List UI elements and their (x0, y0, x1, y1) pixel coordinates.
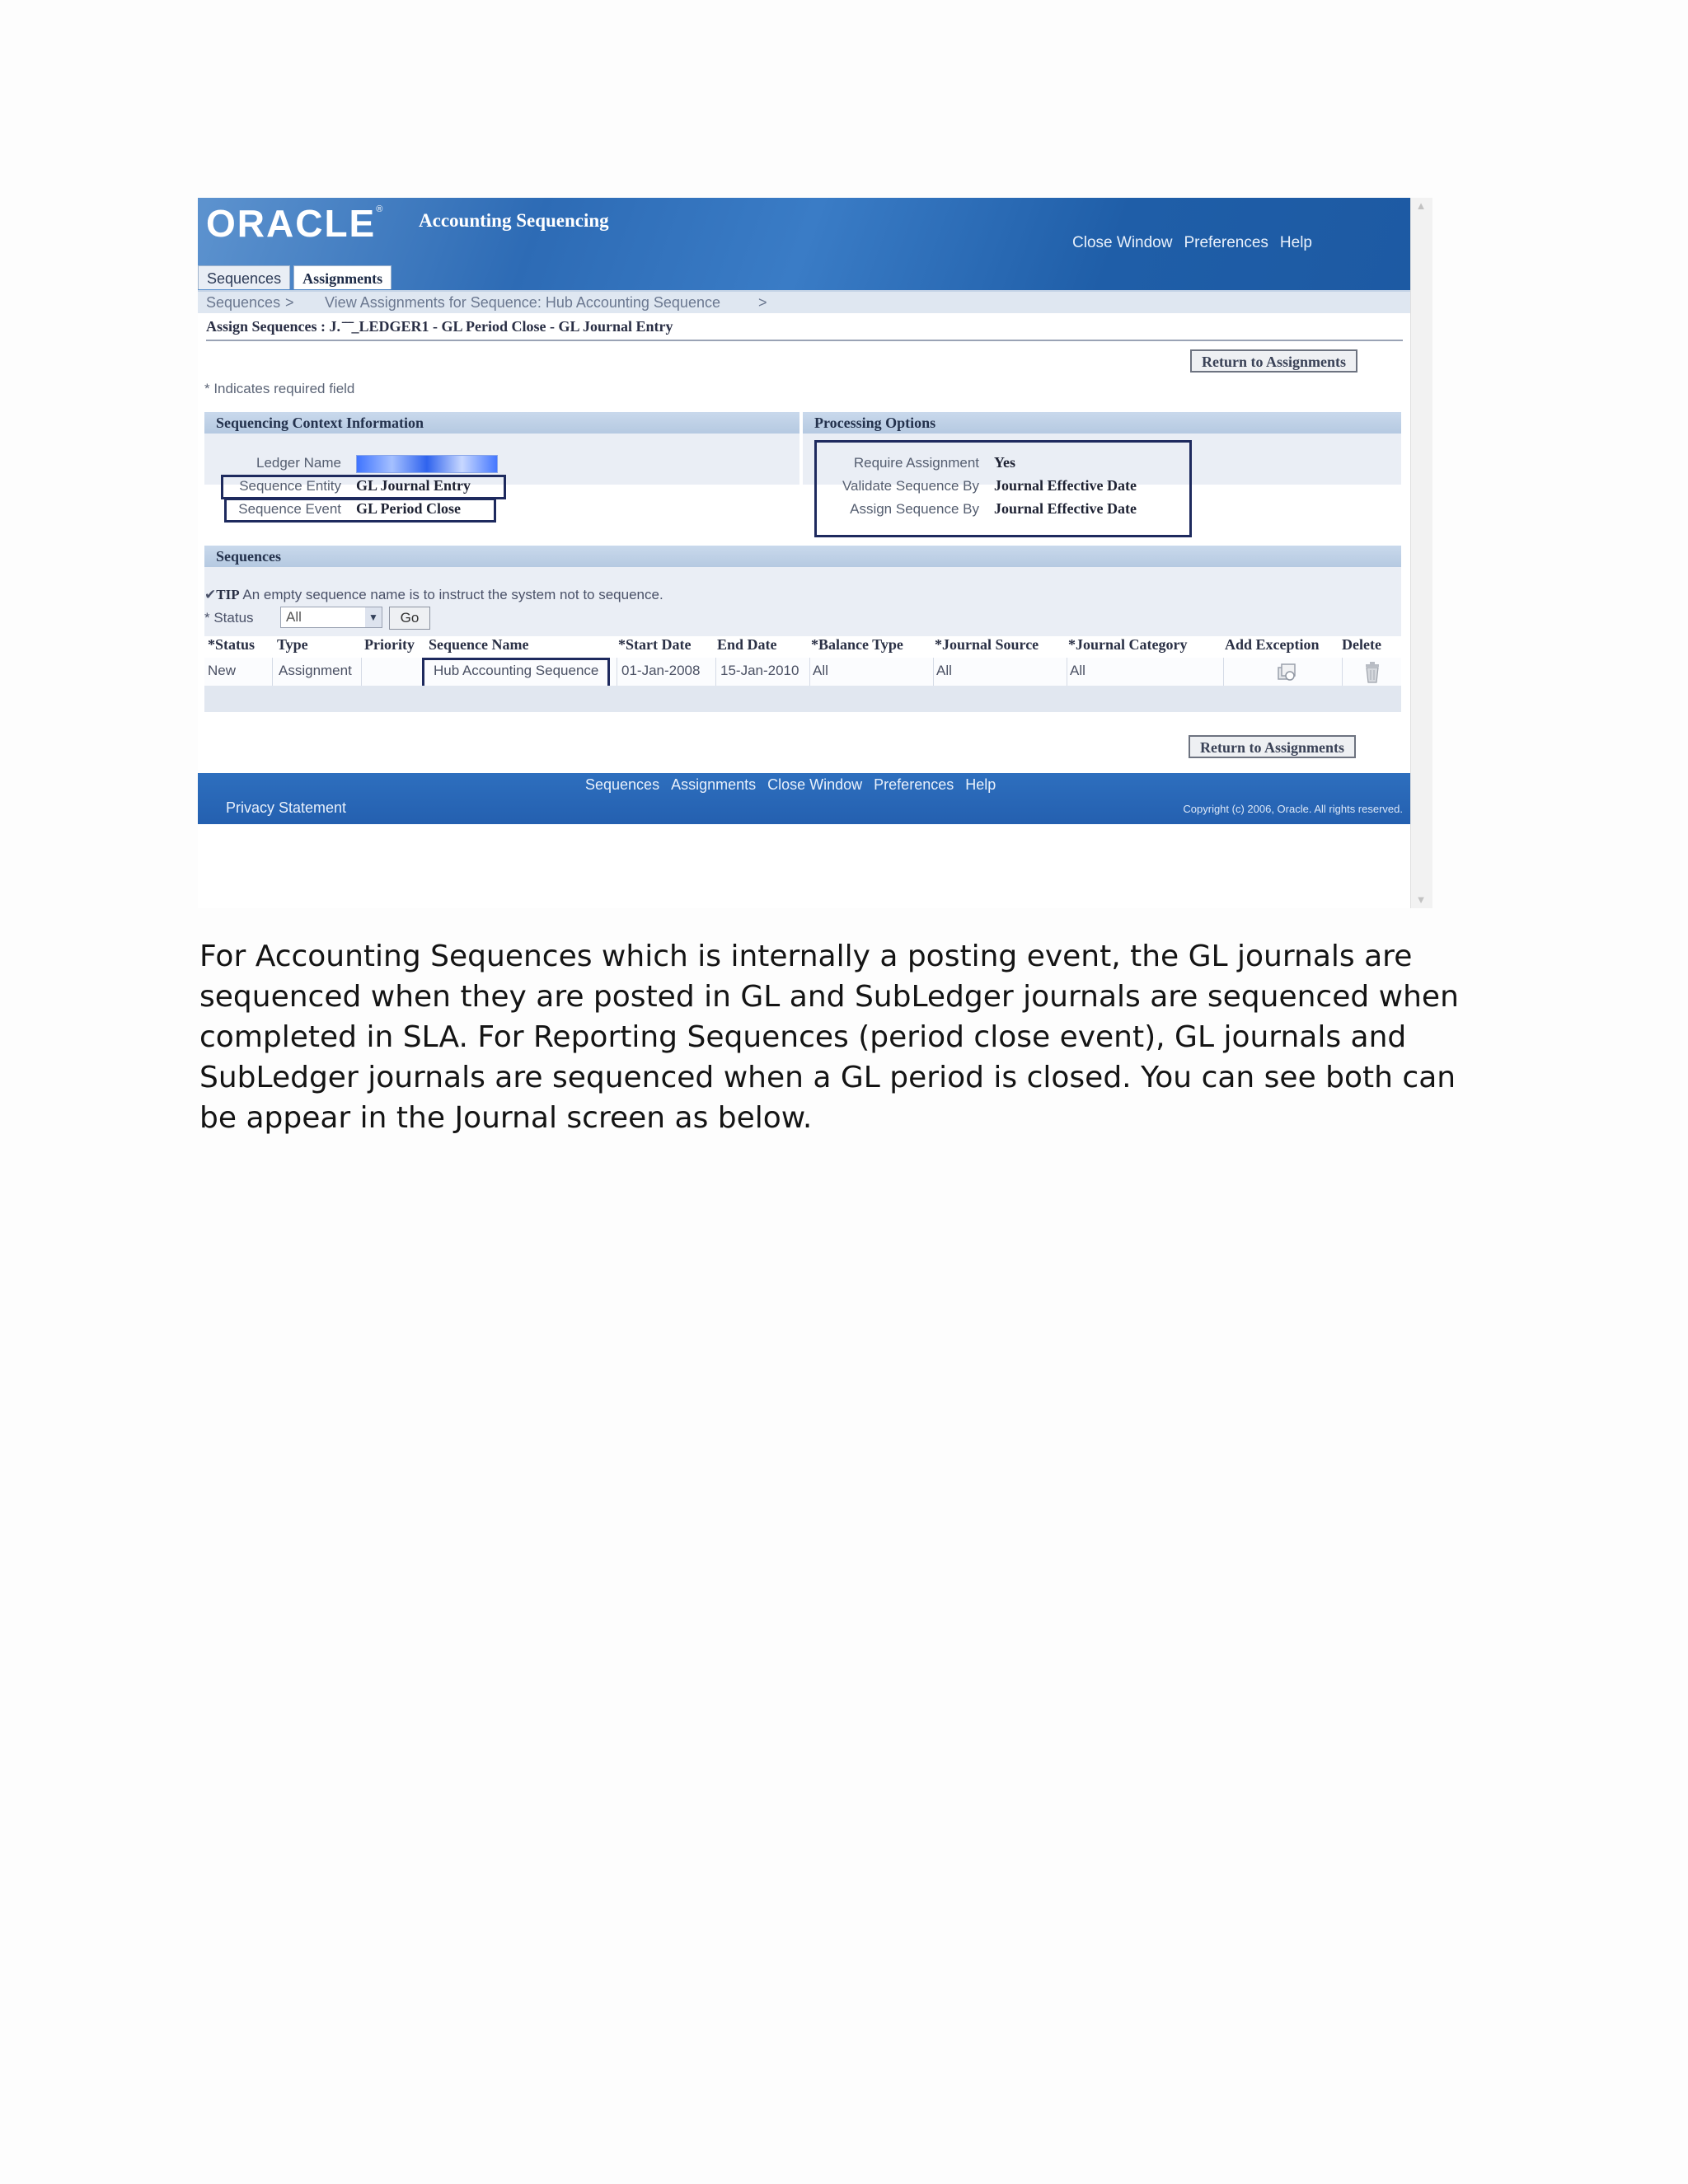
require-assignment-label: Require Assignment (853, 455, 979, 471)
assign-sequence-by-label: Assign Sequence By (850, 501, 979, 517)
context-section-header: Sequencing Context Information (204, 412, 799, 434)
scroll-up-icon[interactable]: ▲ (1415, 199, 1427, 212)
assign-sequence-by-value: Journal Effective Date (994, 500, 1137, 517)
oracle-logo: ORACLE® (206, 202, 385, 245)
column-start-date: *Start Date (618, 636, 692, 653)
sequence-event-label: Sequence Event (238, 501, 341, 517)
sequence-event-value: GL Period Close (356, 500, 461, 517)
column-priority: Priority (364, 636, 415, 653)
screenshot-frame (198, 198, 1432, 908)
privacy-statement-link[interactable]: Privacy Statement (226, 799, 347, 816)
cell-journal-source[interactable]: All (936, 663, 952, 678)
add-exception-icon[interactable] (1276, 663, 1297, 687)
breadcrumb (198, 290, 1411, 313)
sequences-section-header: Sequences (204, 546, 1401, 567)
column-journal-category: *Journal Category (1068, 636, 1188, 653)
column-sequence-name: Sequence Name (429, 636, 529, 653)
body-paragraph: For Accounting Sequences which is internally a posting event, the GL journals are sequenced when they are posted in GL and SubLedger journals are sequenced when completed in SLA. For Reporting Sequences (period close event), GL journals and SubLedger journals are sequenced when a GL period is closed. You can see both can be appear in the Journal screen as below. (199, 940, 1459, 1135)
app-footer (198, 773, 1411, 824)
breadcrumb-view-assignments[interactable]: View Assignments for Sequence: Hub Accounting Sequence (325, 294, 720, 311)
footer-link-preferences[interactable]: Preferences (874, 776, 954, 793)
vertical-scrollbar[interactable] (1410, 198, 1432, 908)
column-delete: Delete (1342, 636, 1381, 653)
column-balance-type: *Balance Type (811, 636, 903, 653)
app-header (198, 198, 1411, 290)
required-field-note: * Indicates required field (204, 381, 355, 396)
processing-section-header: Processing Options (803, 412, 1401, 434)
highlight-box-processing-options (814, 440, 1192, 537)
title-divider (206, 340, 1403, 341)
validate-sequence-by-label: Validate Sequence By (842, 478, 979, 494)
column-journal-source: *Journal Source (935, 636, 1039, 653)
help-link[interactable]: Help (1279, 234, 1312, 251)
breadcrumb-separator: > (758, 294, 767, 311)
cell-divider (715, 658, 716, 686)
return-to-assignments-button[interactable]: Return to Assignments (1190, 349, 1357, 373)
scroll-down-icon[interactable]: ▼ (1415, 893, 1427, 906)
footer-link-sequences[interactable]: Sequences (585, 776, 660, 793)
close-window-link[interactable]: Close Window (1072, 234, 1173, 251)
sequences-table-header (198, 636, 1401, 658)
cell-divider (272, 658, 273, 686)
app-title: Accounting Sequencing (419, 210, 609, 231)
cell-divider (1342, 658, 1343, 686)
tab-sequences[interactable]: Sequences (198, 265, 290, 289)
column-type: Type (277, 636, 308, 653)
cell-type: Assignment (279, 663, 352, 678)
cell-sequence-name[interactable]: Hub Accounting Sequence (434, 663, 599, 678)
sequence-entity-value: GL Journal Entry (356, 477, 471, 494)
footer-link-assignments[interactable]: Assignments (671, 776, 757, 793)
cell-divider (1223, 658, 1224, 686)
highlight-box-sequence-event (224, 498, 496, 523)
cell-balance-type[interactable]: All (813, 663, 828, 678)
chevron-down-icon[interactable]: ▼ (365, 607, 382, 627)
tab-assignments[interactable]: Assignments (293, 265, 392, 289)
column-status: *Status (208, 636, 256, 653)
cell-journal-category[interactable]: All (1070, 663, 1085, 678)
preferences-link[interactable]: Preferences (1184, 234, 1268, 251)
tip-label: TIP (216, 587, 240, 602)
page-title: Assign Sequences : J. ̄ ̄ ̄_LEDGER1 - GL Period Close - GL Journal Entry (206, 318, 673, 335)
cell-divider (809, 658, 810, 686)
ledger-name-label: Ledger Name (256, 455, 341, 471)
footer-links (585, 776, 996, 794)
column-end-date: End Date (717, 636, 777, 653)
cell-end-date[interactable]: 15-Jan-2010 (720, 663, 799, 678)
ledger-name-value-redacted (356, 455, 498, 473)
cell-status: New (208, 663, 237, 678)
require-assignment-value: Yes (994, 454, 1015, 471)
breadcrumb-sequences[interactable]: Sequences (206, 294, 281, 311)
status-filter-select[interactable] (280, 607, 382, 628)
tip-message: An empty sequence name is to instruct the system not to sequence. (242, 587, 663, 602)
cell-divider (933, 658, 934, 686)
cell-divider (361, 658, 362, 686)
tab-bar (198, 265, 395, 290)
copyright-text: Copyright (c) 2006, Oracle. All rights reserved. (1183, 803, 1403, 815)
delete-icon[interactable] (1363, 662, 1381, 687)
footer-link-help[interactable]: Help (965, 776, 996, 793)
tip-text: ✔TIP An empty sequence name is to instruct the system not to sequence. (204, 587, 663, 602)
table-row (204, 658, 1401, 687)
status-filter-value: All (286, 609, 302, 625)
go-button[interactable]: Go (389, 607, 430, 630)
highlight-box-sequence-entity (221, 475, 506, 499)
column-add-exception: Add Exception (1225, 636, 1320, 653)
app-window (198, 198, 1411, 908)
cell-start-date[interactable]: 01-Jan-2008 (621, 663, 701, 678)
footer-link-close-window[interactable]: Close Window (767, 776, 863, 793)
status-filter-label: * Status (204, 610, 254, 626)
return-to-assignments-button-bottom[interactable]: Return to Assignments (1189, 735, 1356, 758)
table-footer (204, 686, 1401, 712)
sequence-entity-label: Sequence Entity (239, 478, 341, 494)
breadcrumb-separator: > (285, 294, 294, 311)
validate-sequence-by-value: Journal Effective Date (994, 477, 1137, 494)
global-links (1072, 234, 1312, 252)
